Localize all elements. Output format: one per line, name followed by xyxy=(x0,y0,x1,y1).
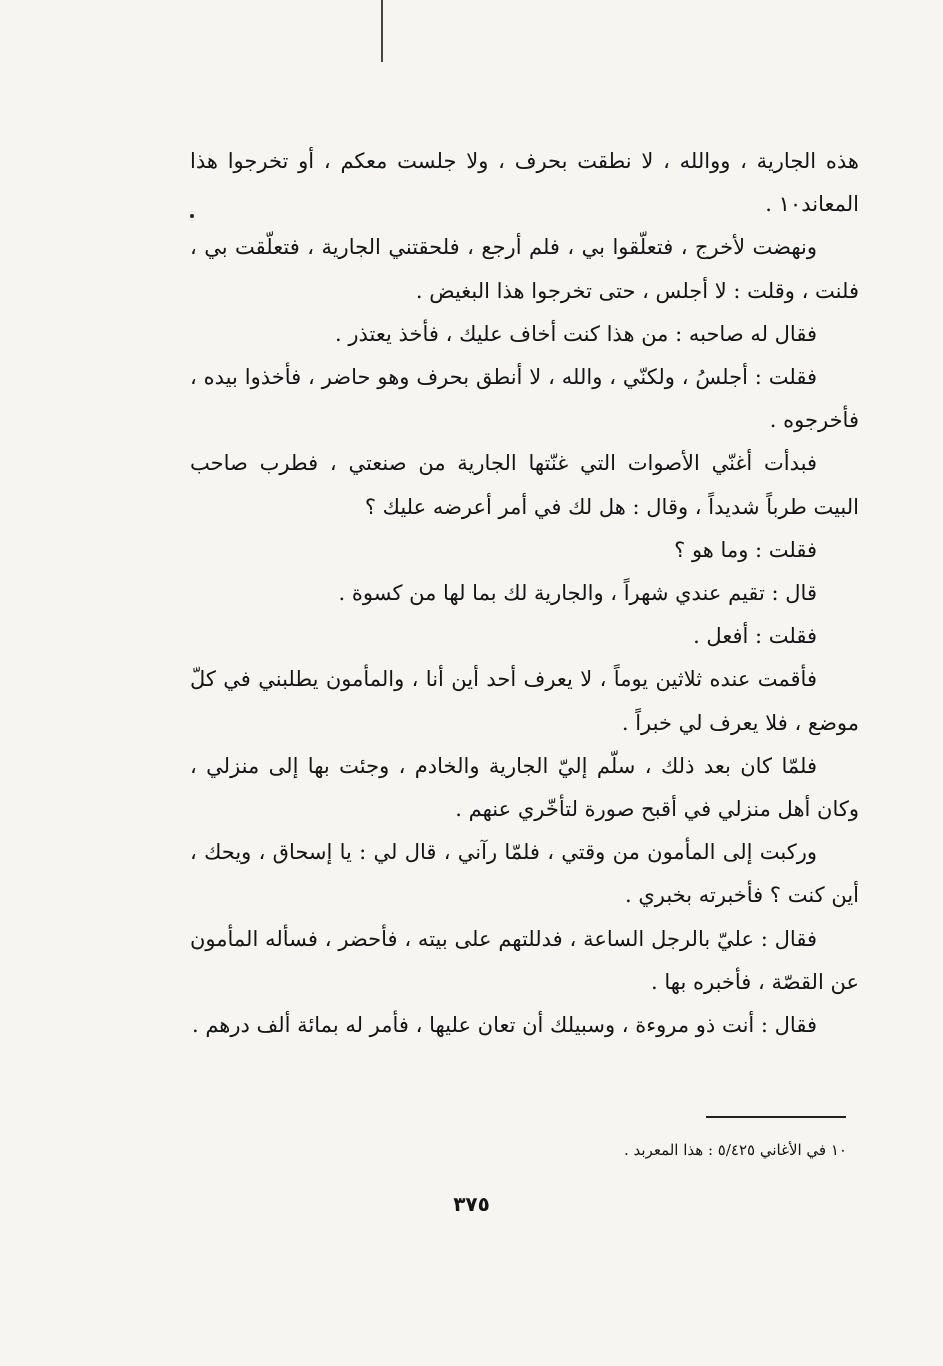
paragraph-2: ونهضت لأخرج ، فتعلّقوا بي ، فلم أرجع ، فلحقتني الجارية ، فتعلّقت بي ، فلنت ، وقلت : لا أجلس ، حتى تخرجوا هذا البغيض . xyxy=(190,235,859,303)
paragraph-12: فقال : عليّ بالرجل الساعة ، فدللتهم على بيته ، فأحضر ، فسأله المأمون عن القصّة ، فأخبره بها . xyxy=(190,926,859,994)
footnote: ١٠ في الأغاني ٥/٤٢٥ : هذا المعربد . xyxy=(623,1141,847,1159)
body-text xyxy=(190,140,859,1047)
paragraph-4: فقلت : أجلسُ ، ولكنّي ، والله ، لا أنطق بحرف وهو حاضر ، فأخذوا بيده ، فأخرجوه . xyxy=(190,365,859,433)
paragraph-8: فقلت : أفعل . xyxy=(693,624,817,649)
paragraph-5: فبدأت أغنّي الأصوات التي غنّتها الجارية من صنعتي ، فطرب صاحب البيت طرباً شديداً ، وقال : هل لك في أمر أعرضه عليك ؟ xyxy=(190,451,859,519)
paragraph-7: قال : تقيم عندي شهراً ، والجارية لك بما لها من كسوة . xyxy=(338,581,817,606)
page-number: ٣٧٥ xyxy=(453,1192,490,1216)
paragraph-10: فلمّا كان بعد ذلك ، سلّم إليّ الجارية والخادم ، وجئت بها إلى منزلي ، وكان أهل منزلي في أقبح صورة لتأخّري عنهم . xyxy=(190,753,859,822)
paragraph-6: فقلت : وما هو ؟ xyxy=(674,537,817,562)
paragraph-3: فقال له صاحبه : من هذا كنت أخاف عليك ، فأخذ يعتذر . xyxy=(335,321,817,346)
paragraph-11: وركبت إلى المأمون من وقتي ، فلمّا رآني ، قال لي : يا إسحاق ، ويحك ، أين كنت ؟ فأخبرته بخبري . xyxy=(190,840,859,908)
paragraph-9: فأقمت عنده ثلاثين يوماً ، لا يعرف أحد أين أنا ، والمأمون يطلبني في كلّ موضع ، فلا يعرف لي خبراً . xyxy=(190,667,859,735)
paragraph-13: فقال : أنت ذو مروءة ، وسبيلك أن تعان عليها ، فأمر له بمائة ألف درهم . xyxy=(191,1013,817,1038)
binding-gutter-line xyxy=(381,0,383,62)
footnote-separator xyxy=(706,1116,846,1118)
paragraph-1: هذه الجارية ، ووالله ، لا نطقت بحرف ، ولا جلست معكم ، أو تخرجوا هذا المعاند١٠ . xyxy=(190,149,859,217)
